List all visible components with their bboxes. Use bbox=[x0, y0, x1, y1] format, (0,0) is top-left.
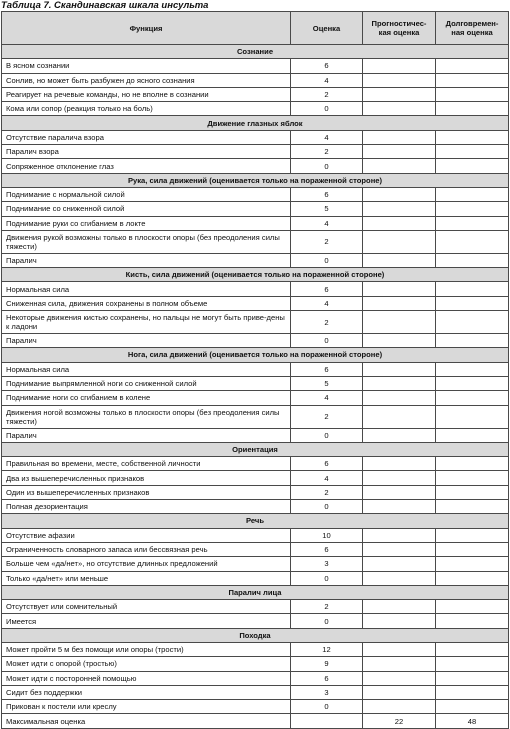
score-cell: 4 bbox=[291, 216, 363, 230]
total-label: Максимальная оценка bbox=[2, 714, 291, 728]
score-cell: 0 bbox=[291, 102, 363, 116]
prognostic-cell bbox=[363, 700, 436, 714]
longterm-cell bbox=[436, 642, 509, 656]
function-cell: Паралич взора bbox=[2, 145, 291, 159]
table-row bbox=[2, 471, 509, 485]
section-row bbox=[2, 45, 509, 59]
table-row bbox=[2, 557, 509, 571]
prognostic-cell bbox=[363, 253, 436, 267]
section-title: Кисть, сила движений (оценивается только на пораженной стороне) bbox=[2, 268, 509, 282]
score-cell: 0 bbox=[291, 253, 363, 267]
prognostic-cell bbox=[363, 685, 436, 699]
table-row bbox=[2, 457, 509, 471]
table-row bbox=[2, 542, 509, 556]
section-title: Паралич лица bbox=[2, 585, 509, 599]
table-row bbox=[2, 230, 509, 253]
section-title: Ориентация bbox=[2, 442, 509, 456]
score-cell: 6 bbox=[291, 282, 363, 296]
prognostic-cell bbox=[363, 428, 436, 442]
longterm-cell bbox=[436, 230, 509, 253]
function-cell: Некоторые движения кистью сохранены, но пальцы не могут быть приве-дены к ладони bbox=[2, 311, 291, 334]
longterm-cell bbox=[436, 334, 509, 348]
section-row bbox=[2, 116, 509, 130]
prognostic-cell bbox=[363, 187, 436, 201]
section-row bbox=[2, 173, 509, 187]
table-row bbox=[2, 73, 509, 87]
prognostic-cell bbox=[363, 542, 436, 556]
section-row bbox=[2, 268, 509, 282]
longterm-cell bbox=[436, 362, 509, 376]
table-row bbox=[2, 87, 509, 101]
total-prognostic: 22 bbox=[363, 714, 436, 728]
longterm-cell bbox=[436, 542, 509, 556]
prognostic-cell bbox=[363, 145, 436, 159]
function-cell: Один из вышеперечисленных признаков bbox=[2, 485, 291, 499]
total-score bbox=[291, 714, 363, 728]
section-title: Походка bbox=[2, 628, 509, 642]
header-row bbox=[2, 12, 509, 45]
function-cell: Сидит без поддержки bbox=[2, 685, 291, 699]
function-cell: Больше чем «да/нет», но отсутствие длинных предложений bbox=[2, 557, 291, 571]
function-cell: Полная дезориентация bbox=[2, 500, 291, 514]
function-cell: Сопряженное отклонение глаз bbox=[2, 159, 291, 173]
section-title: Нога, сила движений (оценивается только на пораженной стороне) bbox=[2, 348, 509, 362]
longterm-cell bbox=[436, 73, 509, 87]
prognostic-cell bbox=[363, 657, 436, 671]
stroke-scale-table bbox=[1, 11, 509, 729]
longterm-cell bbox=[436, 614, 509, 628]
score-cell: 6 bbox=[291, 671, 363, 685]
section-title: Сознание bbox=[2, 45, 509, 59]
section-title: Речь bbox=[2, 514, 509, 528]
function-cell: Может идти с опорой (тростью) bbox=[2, 657, 291, 671]
longterm-cell bbox=[436, 102, 509, 116]
table-row bbox=[2, 657, 509, 671]
function-cell: Сниженная сила, движения сохранены в полном объеме bbox=[2, 296, 291, 310]
table-row bbox=[2, 187, 509, 201]
score-cell: 2 bbox=[291, 405, 363, 428]
function-cell: Отсутствие афазии bbox=[2, 528, 291, 542]
total-row bbox=[2, 714, 509, 728]
header-prognostic: Прогностичес- кая оценка bbox=[363, 12, 436, 45]
function-cell: Поднимание ноги со сгибанием в колене bbox=[2, 391, 291, 405]
function-cell: Нормальная сила bbox=[2, 362, 291, 376]
header-function: Функция bbox=[2, 12, 291, 45]
prognostic-cell bbox=[363, 159, 436, 173]
prognostic-cell bbox=[363, 485, 436, 499]
longterm-cell bbox=[436, 391, 509, 405]
function-cell: Сонлив, но может быть разбужен до ясного сознания bbox=[2, 73, 291, 87]
longterm-cell bbox=[436, 500, 509, 514]
longterm-cell bbox=[436, 253, 509, 267]
longterm-cell bbox=[436, 471, 509, 485]
prognostic-cell bbox=[363, 334, 436, 348]
function-cell: Может пройти 5 м без помощи или опоры (трости) bbox=[2, 642, 291, 656]
function-cell: Паралич bbox=[2, 334, 291, 348]
score-cell: 6 bbox=[291, 187, 363, 201]
table-row bbox=[2, 159, 509, 173]
score-cell: 10 bbox=[291, 528, 363, 542]
prognostic-cell bbox=[363, 600, 436, 614]
prognostic-cell bbox=[363, 130, 436, 144]
prognostic-cell bbox=[363, 230, 436, 253]
prognostic-cell bbox=[363, 614, 436, 628]
score-cell: 6 bbox=[291, 542, 363, 556]
function-cell: Только «да/нет» или меньше bbox=[2, 571, 291, 585]
longterm-cell bbox=[436, 296, 509, 310]
longterm-cell bbox=[436, 87, 509, 101]
prognostic-cell bbox=[363, 202, 436, 216]
prognostic-cell bbox=[363, 457, 436, 471]
score-cell: 2 bbox=[291, 230, 363, 253]
score-cell: 4 bbox=[291, 296, 363, 310]
table-row bbox=[2, 500, 509, 514]
function-cell: Отсутствие паралича взора bbox=[2, 130, 291, 144]
table-row bbox=[2, 362, 509, 376]
function-cell: Кома или сопор (реакция только на боль) bbox=[2, 102, 291, 116]
section-row bbox=[2, 585, 509, 599]
score-cell: 6 bbox=[291, 457, 363, 471]
function-cell: Паралич bbox=[2, 253, 291, 267]
score-cell: 0 bbox=[291, 700, 363, 714]
longterm-cell bbox=[436, 600, 509, 614]
section-row bbox=[2, 628, 509, 642]
table-row bbox=[2, 571, 509, 585]
table-row bbox=[2, 700, 509, 714]
longterm-cell bbox=[436, 700, 509, 714]
longterm-cell bbox=[436, 145, 509, 159]
score-cell: 3 bbox=[291, 557, 363, 571]
function-cell: Движения рукой возможны только в плоскости опоры (без преодоления силы тяжести) bbox=[2, 230, 291, 253]
score-cell: 2 bbox=[291, 311, 363, 334]
table-row bbox=[2, 202, 509, 216]
prognostic-cell bbox=[363, 87, 436, 101]
longterm-cell bbox=[436, 657, 509, 671]
table-row bbox=[2, 485, 509, 499]
table-row bbox=[2, 671, 509, 685]
score-cell: 4 bbox=[291, 471, 363, 485]
table-row bbox=[2, 391, 509, 405]
prognostic-cell bbox=[363, 59, 436, 73]
prognostic-cell bbox=[363, 362, 436, 376]
longterm-cell bbox=[436, 557, 509, 571]
longterm-cell bbox=[436, 405, 509, 428]
table-row bbox=[2, 685, 509, 699]
table-row bbox=[2, 282, 509, 296]
table-row bbox=[2, 405, 509, 428]
prognostic-cell bbox=[363, 102, 436, 116]
longterm-cell bbox=[436, 202, 509, 216]
score-cell: 12 bbox=[291, 642, 363, 656]
table-body bbox=[2, 45, 509, 729]
prognostic-cell bbox=[363, 405, 436, 428]
prognostic-cell bbox=[363, 391, 436, 405]
total-longterm: 48 bbox=[436, 714, 509, 728]
score-cell: 4 bbox=[291, 391, 363, 405]
function-cell: Отсутствует или сомнительный bbox=[2, 600, 291, 614]
table-caption: Таблица 7. Скандинавская шкала инсульта bbox=[1, 0, 209, 11]
longterm-cell bbox=[436, 428, 509, 442]
score-cell: 0 bbox=[291, 159, 363, 173]
table-row bbox=[2, 145, 509, 159]
score-cell: 6 bbox=[291, 362, 363, 376]
function-cell: Нормальная сила bbox=[2, 282, 291, 296]
score-cell: 9 bbox=[291, 657, 363, 671]
table-row bbox=[2, 600, 509, 614]
score-cell: 0 bbox=[291, 334, 363, 348]
function-cell: Движения ногой возможны только в плоскости опоры (без преодоления силы тяжести) bbox=[2, 405, 291, 428]
function-cell: Поднимание со сниженной силой bbox=[2, 202, 291, 216]
table-row bbox=[2, 253, 509, 267]
prognostic-cell bbox=[363, 471, 436, 485]
table-row bbox=[2, 311, 509, 334]
prognostic-cell bbox=[363, 642, 436, 656]
function-cell: Имеется bbox=[2, 614, 291, 628]
score-cell: 2 bbox=[291, 87, 363, 101]
longterm-cell bbox=[436, 187, 509, 201]
function-cell: Может идти с посторонней помощью bbox=[2, 671, 291, 685]
score-cell: 4 bbox=[291, 73, 363, 87]
function-cell: Ограниченность словарного запаса или бессвязная речь bbox=[2, 542, 291, 556]
section-row bbox=[2, 442, 509, 456]
function-cell: Поднимание выпрямленной ноги со сниженной силой bbox=[2, 376, 291, 390]
longterm-cell bbox=[436, 485, 509, 499]
table-row bbox=[2, 59, 509, 73]
function-cell: В ясном сознании bbox=[2, 59, 291, 73]
header-score: Оценка bbox=[291, 12, 363, 45]
table-row bbox=[2, 528, 509, 542]
score-cell: 5 bbox=[291, 202, 363, 216]
longterm-cell bbox=[436, 311, 509, 334]
table-row bbox=[2, 614, 509, 628]
prognostic-cell bbox=[363, 296, 436, 310]
score-cell: 4 bbox=[291, 130, 363, 144]
prognostic-cell bbox=[363, 73, 436, 87]
longterm-cell bbox=[436, 528, 509, 542]
function-cell: Поднимание с нормальной силой bbox=[2, 187, 291, 201]
longterm-cell bbox=[436, 59, 509, 73]
table-row bbox=[2, 376, 509, 390]
function-cell: Прикован к постели или креслу bbox=[2, 700, 291, 714]
score-cell: 2 bbox=[291, 600, 363, 614]
table-row bbox=[2, 216, 509, 230]
prognostic-cell bbox=[363, 671, 436, 685]
section-title: Рука, сила движений (оценивается только на пораженной стороне) bbox=[2, 173, 509, 187]
header-longterm: Долговремен- ная оценка bbox=[436, 12, 509, 45]
function-cell: Поднимание руки со сгибанием в локте bbox=[2, 216, 291, 230]
section-title: Движение глазных яблок bbox=[2, 116, 509, 130]
function-cell: Два из вышеперечисленных признаков bbox=[2, 471, 291, 485]
score-cell: 5 bbox=[291, 376, 363, 390]
prognostic-cell bbox=[363, 557, 436, 571]
longterm-cell bbox=[436, 159, 509, 173]
score-cell: 0 bbox=[291, 500, 363, 514]
function-cell: Паралич bbox=[2, 428, 291, 442]
table-row bbox=[2, 130, 509, 144]
prognostic-cell bbox=[363, 282, 436, 296]
table-row bbox=[2, 102, 509, 116]
longterm-cell bbox=[436, 671, 509, 685]
function-cell: Реагирует на речевые команды, но не вполне в сознании bbox=[2, 87, 291, 101]
score-cell: 0 bbox=[291, 614, 363, 628]
table-row bbox=[2, 334, 509, 348]
score-cell: 2 bbox=[291, 485, 363, 499]
longterm-cell bbox=[436, 282, 509, 296]
score-cell: 6 bbox=[291, 59, 363, 73]
prognostic-cell bbox=[363, 500, 436, 514]
prognostic-cell bbox=[363, 311, 436, 334]
prognostic-cell bbox=[363, 571, 436, 585]
longterm-cell bbox=[436, 376, 509, 390]
section-row bbox=[2, 514, 509, 528]
score-cell: 0 bbox=[291, 428, 363, 442]
longterm-cell bbox=[436, 130, 509, 144]
score-cell: 3 bbox=[291, 685, 363, 699]
section-row bbox=[2, 348, 509, 362]
longterm-cell bbox=[436, 685, 509, 699]
function-cell: Правильная во времени, месте, собственной личности bbox=[2, 457, 291, 471]
score-cell: 0 bbox=[291, 571, 363, 585]
table-row bbox=[2, 642, 509, 656]
longterm-cell bbox=[436, 571, 509, 585]
longterm-cell bbox=[436, 457, 509, 471]
prognostic-cell bbox=[363, 376, 436, 390]
prognostic-cell bbox=[363, 528, 436, 542]
table-row bbox=[2, 428, 509, 442]
table-row bbox=[2, 296, 509, 310]
prognostic-cell bbox=[363, 216, 436, 230]
score-cell: 2 bbox=[291, 145, 363, 159]
longterm-cell bbox=[436, 216, 509, 230]
